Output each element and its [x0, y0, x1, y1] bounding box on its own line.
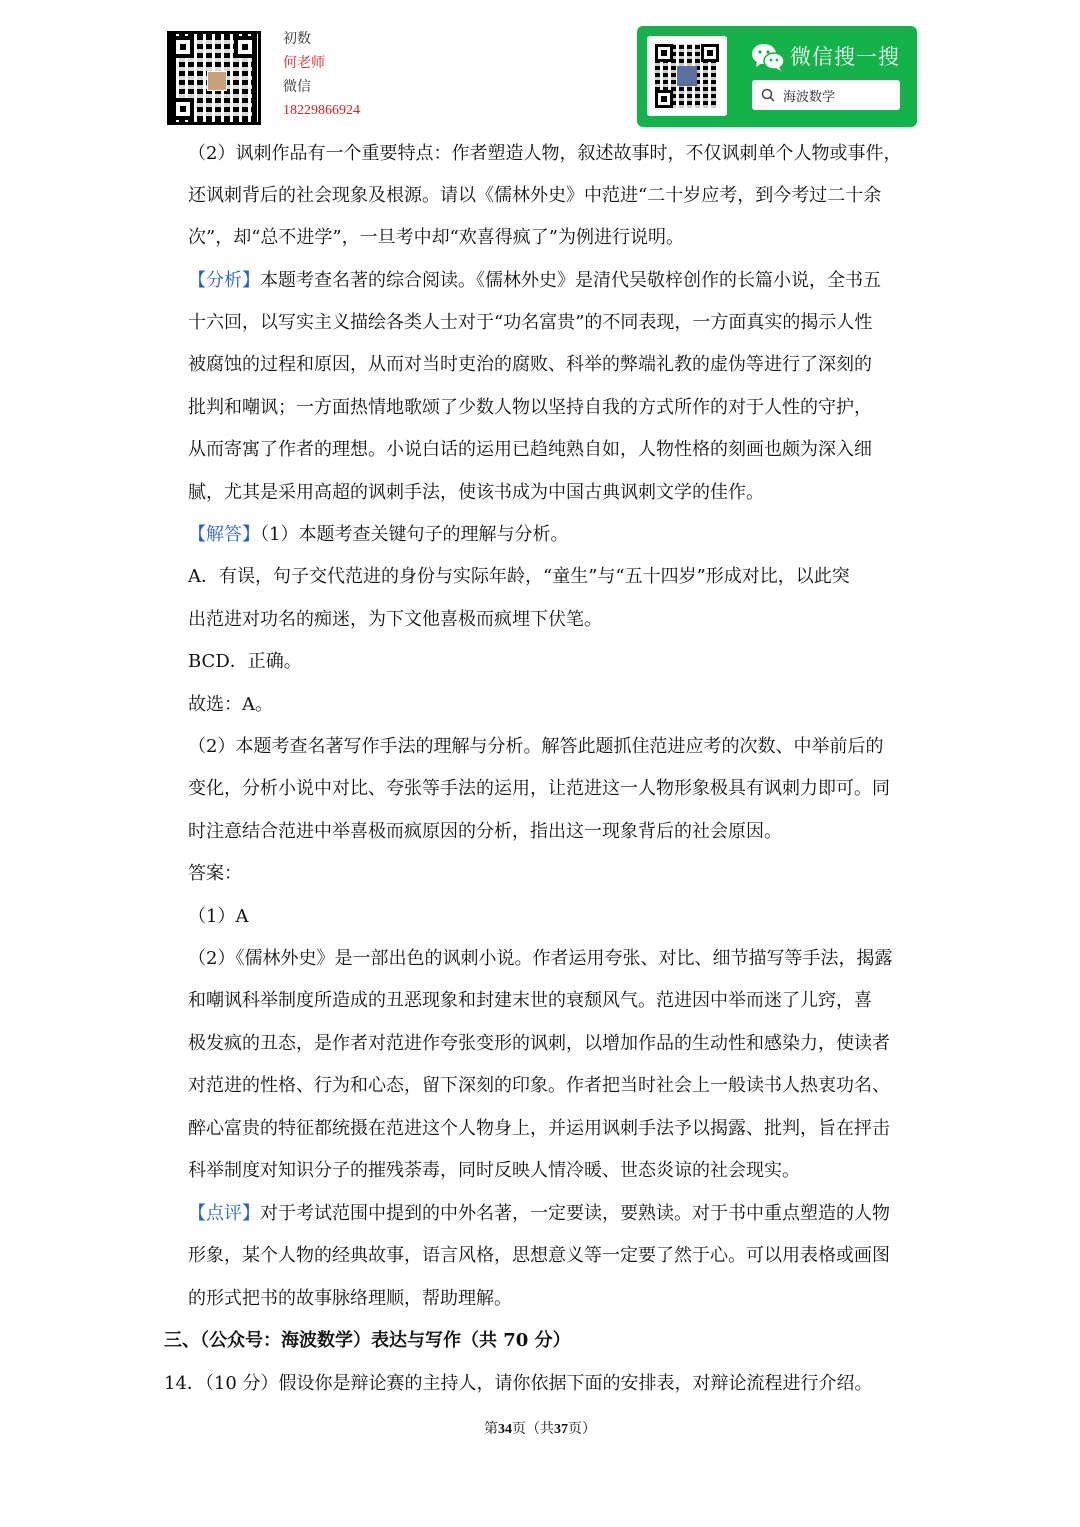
contact-teacher: 何老师 [283, 55, 325, 71]
answer-tag: 【解答】 [188, 524, 260, 545]
wechat-search-card [637, 26, 917, 127]
comment-paragraph: 的形式把书的故事脉络理顺，帮助理解。 [188, 1288, 512, 1309]
answer-label: 答案： [188, 863, 242, 884]
answer-paragraph: 变化，分析小说中对比、夸张等手法的运用，让范进这一人物形象极具有讽刺力即可。同 [188, 778, 890, 799]
qr-finder-mark [234, 36, 256, 58]
answer-paragraph: 和嘲讽科举制度所造成的丑恶现象和封建末世的衰颓风气。范进因中举而迷了儿窍，喜 [188, 990, 872, 1011]
wechat-search-box[interactable] [752, 80, 900, 110]
comment-tag: 【点评】 [188, 1203, 260, 1224]
analysis-tag: 【分析】 [188, 270, 260, 291]
question-paragraph: 次”，却“总不进学”，一旦考中却“欢喜得疯了”为例进行说明。 [188, 227, 685, 248]
question-paragraph: 还讽刺背后的社会现象及根源。请以《儒林外史》中范进“二十岁应考，到今考过二十余 [188, 185, 882, 206]
answer-paragraph: BCD．正确。 [188, 651, 302, 672]
contact-phone: 18229866924 [283, 103, 360, 118]
answer-paragraph: （2）本题考查名著写作手法的理解与分析。解答此题抓住范进应考的次数、中举前后的 [188, 736, 884, 757]
answer-paragraph: 对范进的性格、行为和心态，留下深刻的印象。作者把当时社会上一般读书人热衷功名、 [188, 1075, 890, 1096]
qr-finder-mark [172, 98, 194, 120]
contact-info [283, 27, 360, 123]
comment-paragraph: 【点评】对于考试范围中提到的中外名著，一定要读，要熟读。对于书中重点塑造的人物 [188, 1203, 890, 1224]
answer-paragraph: 【解答】（1）本题考查关键句子的理解与分析。 [188, 524, 569, 545]
answer-paragraph: A．有误，句子交代范进的身份与实际年龄，“童生”与“五十四岁”形成对比，以此突 [188, 566, 850, 587]
search-icon [761, 88, 775, 102]
wechat-search-title: 微信搜一搜 [790, 45, 900, 69]
analysis-paragraph: 十六回，以写实主义描绘各类人士对于“功名富贵”的不同表现，一方面真实的揭示人性 [188, 312, 873, 333]
qr-finder-mark [172, 36, 194, 58]
contact-qr-code [167, 31, 261, 125]
page-number: 34 [498, 1422, 512, 1437]
answer-paragraph: 极发疯的丑态，是作者对范进作夸张变形的讽刺，以增加作品的生动性和感染力，使读者 [188, 1033, 890, 1054]
question-paragraph: （2）讽刺作品有一个重要特点：作者塑造人物，叙述故事时，不仅讽刺单个人物或事件， [188, 143, 902, 164]
answer-paragraph: 醉心富贵的特征都统摄在范进这个人物身上，并运用讽刺手法予以揭露、批判，旨在抨击 [188, 1118, 890, 1139]
answer-paragraph: （1）A [188, 906, 249, 927]
analysis-paragraph: 腻，尤其是采用高超的讽刺手法，使该书成为中国古典讽刺文学的佳作。 [188, 482, 764, 503]
contact-wechat-label: 微信 [283, 79, 311, 95]
wechat-logo-icon [751, 42, 785, 72]
analysis-paragraph: 【分析】本题考查名著的综合阅读。《儒林外史》是清代吴敬梓创作的长篇小说，全书五 [188, 270, 881, 291]
section-heading: 三、（公众号：海波数学）表达与写作（共 70 分） [164, 1330, 571, 1351]
page-footer: 第34页（共37页） [484, 1421, 596, 1437]
answer-paragraph: （2）《儒林外史》是一部出色的讽刺小说。作者运用夸张、对比、细节描写等手法，揭露 [188, 948, 893, 969]
wechat-search-text: 海波数学 [783, 89, 836, 105]
qr-avatar [207, 71, 227, 91]
contact-subject: 初数 [283, 31, 311, 47]
answer-paragraph: 科举制度对知识分子的摧残荼毒，同时反映人情冷暖、世态炎谅的社会现实。 [188, 1160, 800, 1181]
analysis-paragraph: 被腐蚀的过程和原因，从而对当时吏治的腐败、科举的弊端礼教的虚伪等进行了深刻的 [188, 354, 872, 375]
answer-paragraph: 时注意结合范进中举喜极而疯原因的分析，指出这一现象背后的社会原因。 [188, 821, 782, 842]
comment-paragraph: 形象，某个人物的经典故事，语言风格，思想意义等一定要了然于心。可以用表格或画图 [188, 1245, 890, 1266]
answer-paragraph: 故选：A。 [188, 694, 273, 715]
analysis-paragraph: 从而寄寓了作者的理想。小说白话的运用已趋纯熟自如，人物性格的刻画也颇为深入细 [188, 439, 872, 460]
wechat-qr-code [647, 36, 727, 116]
answer-paragraph: 出范进对功名的痴迷，为下文他喜极而疯埋下伏笔。 [188, 609, 602, 630]
page-total: 37 [554, 1422, 568, 1437]
analysis-paragraph: 批判和嘲讽；一方面热情地歌颂了少数人物以坚持自我的方式所作的对于人性的守护， [188, 397, 872, 418]
question-14: 14．（10 分）假设你是辩论赛的主持人，请你依据下面的安排表，对辩论流程进行介绍。 [164, 1373, 873, 1394]
